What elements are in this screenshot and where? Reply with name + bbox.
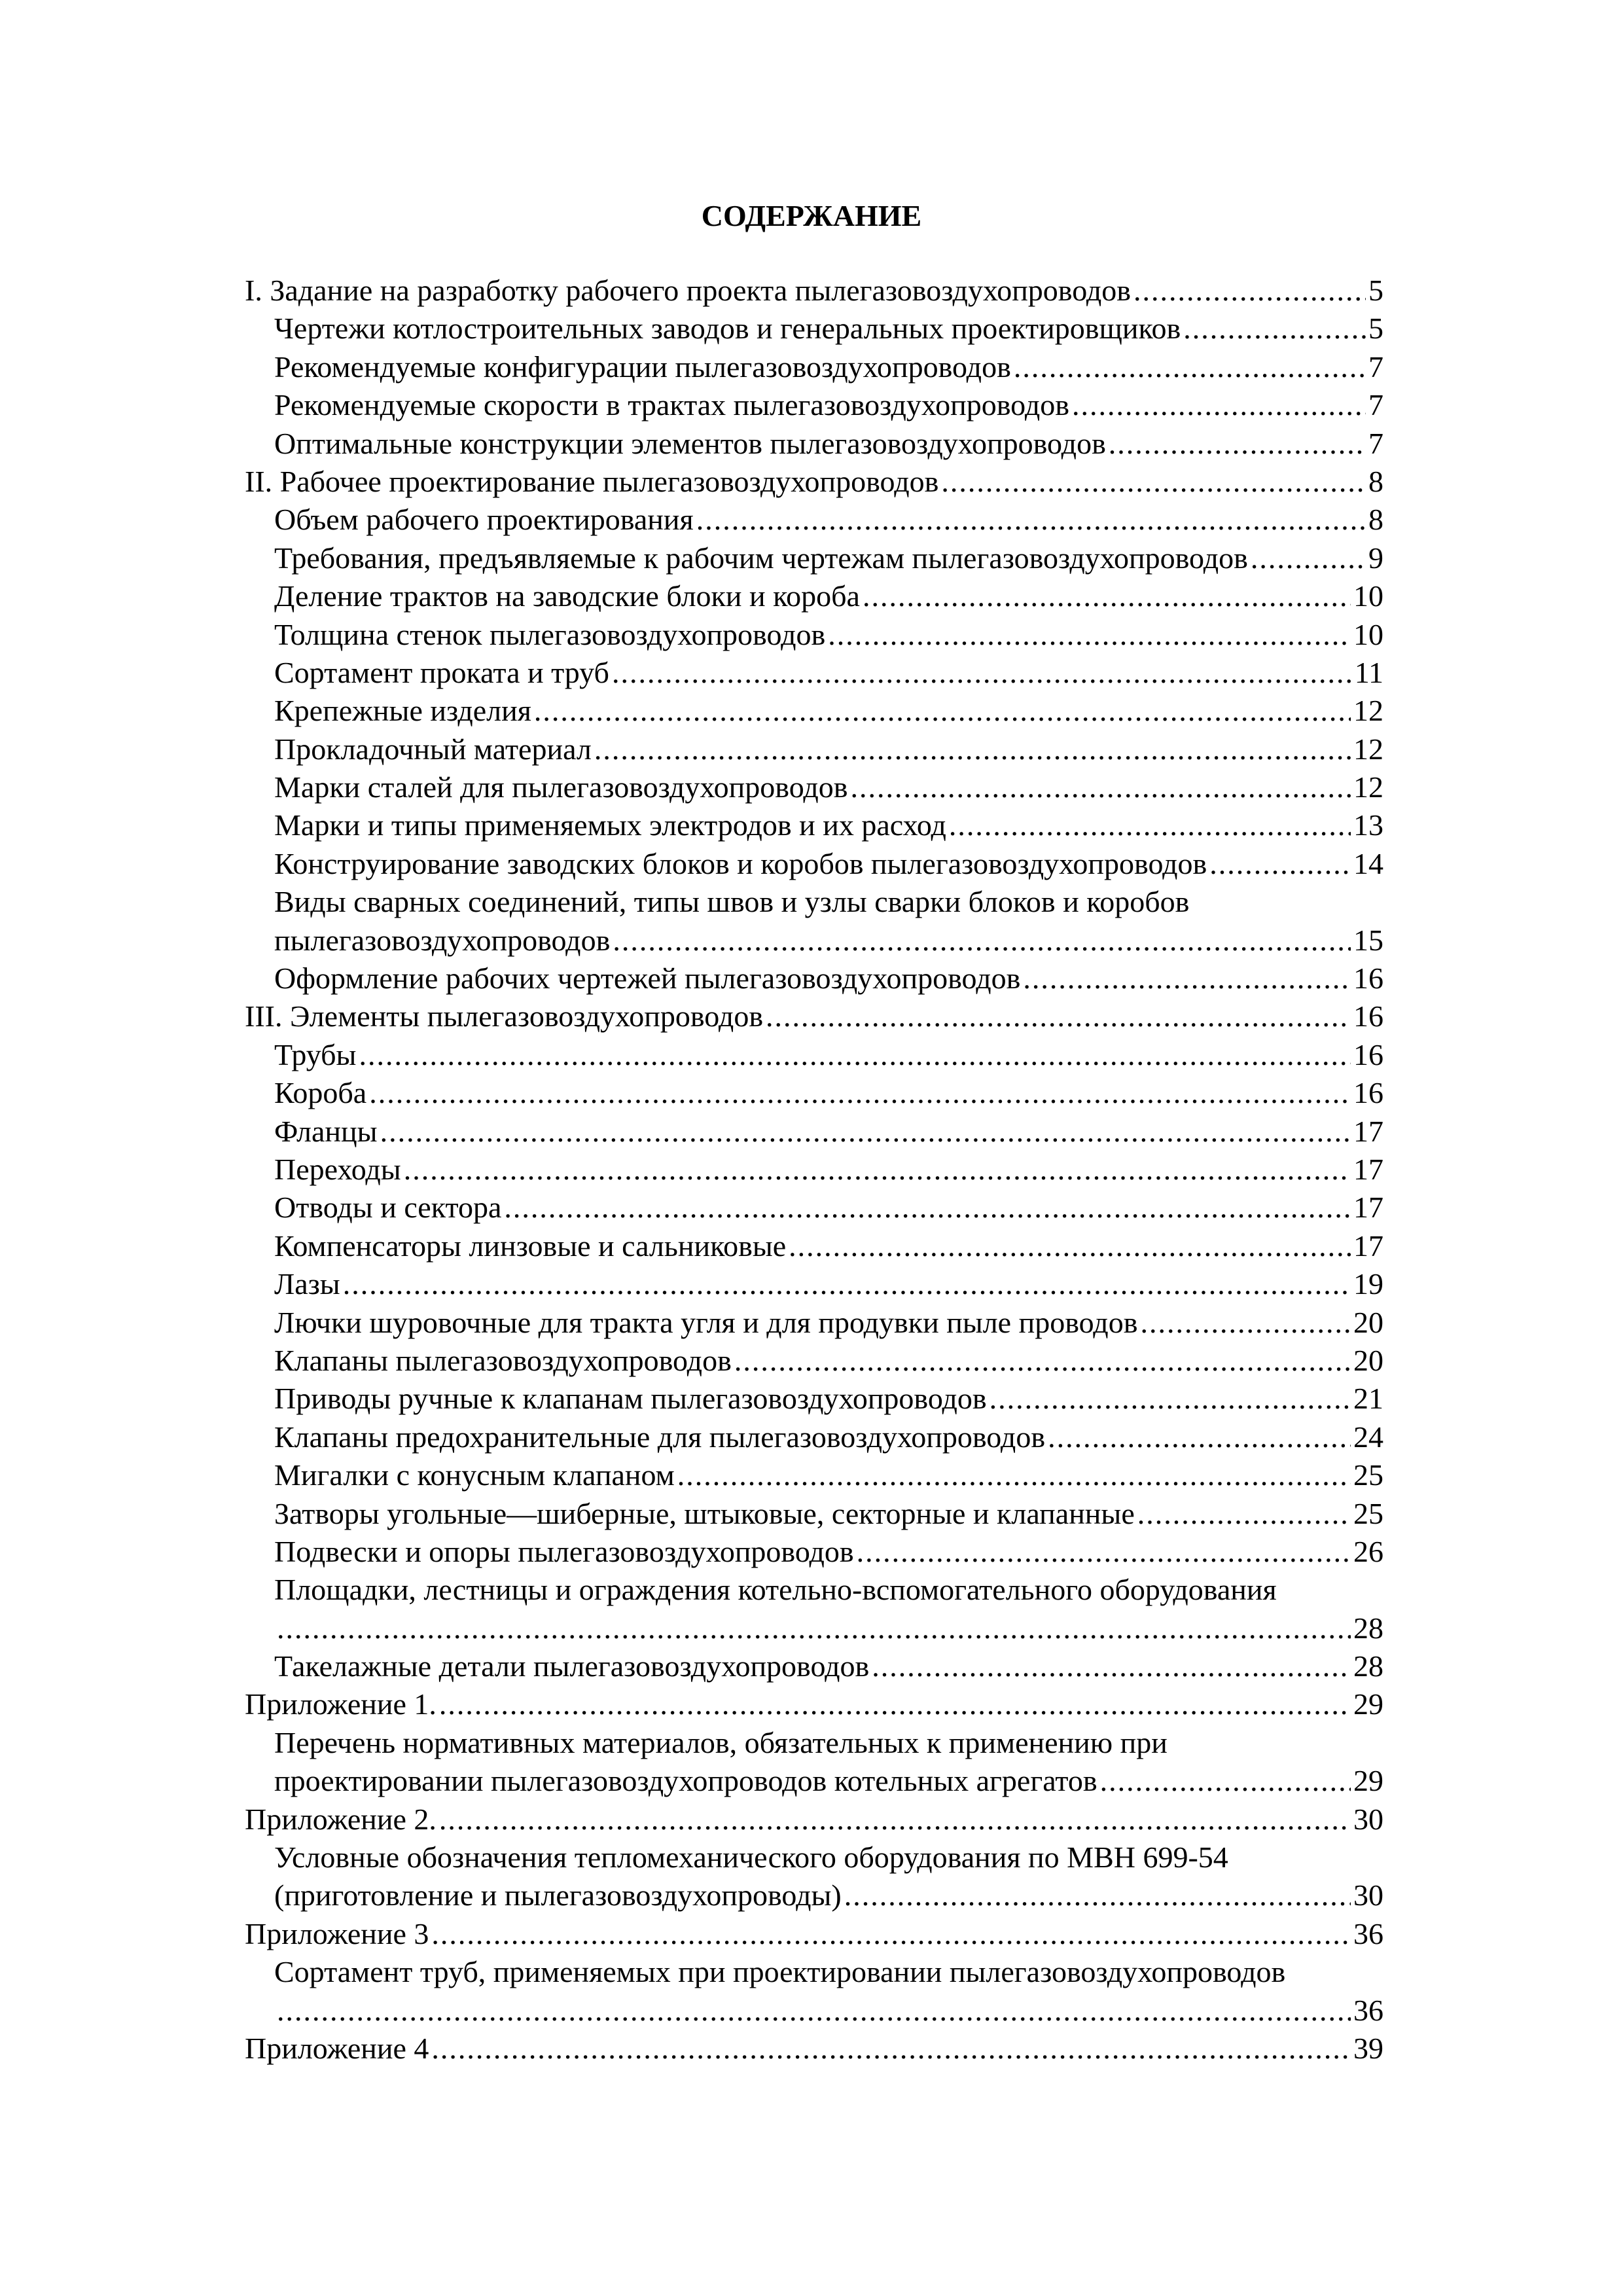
toc-entry bbox=[245, 1609, 1383, 1647]
toc-page-number: 7 bbox=[1368, 388, 1383, 422]
toc-page-number: 39 bbox=[1353, 2031, 1383, 2065]
toc-entry-title: Крепежные изделия bbox=[274, 694, 531, 728]
toc-entry bbox=[245, 1915, 1383, 1953]
toc-entry bbox=[245, 348, 1383, 386]
toc-entry bbox=[245, 1380, 1383, 1418]
toc-entry bbox=[245, 1801, 1383, 1839]
toc-entry-title: III. Элементы пылегазовоздухопроводов bbox=[245, 999, 764, 1033]
dot-leader bbox=[343, 1265, 1351, 1303]
toc-entry bbox=[245, 1265, 1383, 1303]
toc-entry-title: Требования, предъявляемые к рабочим чертежам пылегазовоздухопроводов bbox=[274, 541, 1248, 575]
toc-entry bbox=[245, 2030, 1383, 2068]
toc-entry-title: Марки и типы применяемых электродов и их расход bbox=[274, 808, 946, 842]
toc-entry-title: проектировании пылегазовоздухопроводов котельных агрегатов bbox=[274, 1764, 1097, 1798]
toc-page-number: 20 bbox=[1353, 1305, 1383, 1339]
dot-leader bbox=[844, 1876, 1351, 1914]
toc-entry bbox=[245, 1571, 1383, 1609]
toc-entry-title: Подвески и опоры пылегазовоздухопроводов bbox=[274, 1534, 854, 1568]
toc-page-number: 16 bbox=[1353, 999, 1383, 1033]
toc-entry-title: Такелажные детали пылегазовоздухопроводов bbox=[274, 1649, 870, 1683]
dot-leader bbox=[439, 1685, 1351, 1723]
dot-leader bbox=[857, 1533, 1351, 1571]
toc-entry-title: Лазы bbox=[274, 1267, 340, 1301]
toc-entry bbox=[245, 1685, 1383, 1723]
toc-page-number: 19 bbox=[1353, 1267, 1383, 1301]
toc-page-number: 20 bbox=[1353, 1343, 1383, 1377]
toc-page-number: 12 bbox=[1353, 770, 1383, 804]
toc-entry-title: Перечень нормативных материалов, обязательных к применению при bbox=[274, 1725, 1168, 1759]
toc-entry-title: Марки сталей для пылегазовоздухопроводов bbox=[274, 770, 848, 804]
dot-leader bbox=[828, 616, 1351, 654]
toc-entry-title: I. Задание на разработку рабочего проекта пылегазовоздухопроводов bbox=[245, 274, 1132, 307]
toc-entry bbox=[245, 616, 1383, 654]
toc-page-number: 5 bbox=[1368, 312, 1383, 346]
toc-entry bbox=[245, 1724, 1383, 1762]
toc-page-number: 36 bbox=[1353, 1993, 1383, 2027]
dot-leader bbox=[1251, 539, 1366, 577]
toc-entry bbox=[245, 1342, 1383, 1380]
toc-entry-title: Рекомендуемые конфигурации пылегазовоздухопроводов bbox=[274, 350, 1011, 384]
dot-leader bbox=[369, 1074, 1351, 1112]
toc-entry-title: Объем рабочего проектирования bbox=[274, 503, 694, 537]
toc-entry bbox=[245, 272, 1383, 310]
toc-entry bbox=[245, 310, 1383, 348]
toc-entry bbox=[245, 425, 1383, 463]
toc-entry bbox=[245, 539, 1383, 577]
toc-page-number: 16 bbox=[1353, 1037, 1383, 1071]
toc-page-number: 7 bbox=[1368, 426, 1383, 460]
dot-leader bbox=[766, 997, 1351, 1035]
toc-entry bbox=[245, 1227, 1383, 1265]
toc-entry-title: Приложение 1. bbox=[245, 1687, 437, 1721]
toc-entry bbox=[245, 730, 1383, 768]
table-of-contents bbox=[245, 272, 1383, 2068]
toc-entry-title: Приложение 2. bbox=[245, 1802, 437, 1836]
toc-entry bbox=[245, 1647, 1383, 1685]
toc-page-number: 12 bbox=[1353, 694, 1383, 728]
toc-page-number: 21 bbox=[1353, 1382, 1383, 1416]
toc-page-number: 29 bbox=[1353, 1764, 1383, 1798]
dot-leader bbox=[439, 1801, 1351, 1839]
toc-entry-title: Лючки шуровочные для тракта угля и для продувки пыле проводов bbox=[274, 1305, 1138, 1339]
dot-leader bbox=[1140, 1304, 1351, 1342]
toc-entry bbox=[245, 1418, 1383, 1456]
toc-entry bbox=[245, 1992, 1383, 2030]
toc-entry bbox=[245, 463, 1383, 501]
toc-entry bbox=[245, 1074, 1383, 1112]
toc-page-number: 7 bbox=[1368, 350, 1383, 384]
toc-entry-title: Чертежи котлостроительных заводов и генеральных проектировщиков bbox=[274, 312, 1181, 346]
dot-leader bbox=[380, 1113, 1351, 1151]
toc-entry bbox=[245, 1113, 1383, 1151]
toc-page-number: 9 bbox=[1368, 541, 1383, 575]
toc-entry bbox=[245, 997, 1383, 1035]
toc-entry bbox=[245, 1762, 1383, 1800]
dot-leader bbox=[612, 654, 1352, 692]
dot-leader bbox=[1014, 348, 1366, 386]
toc-page-number: 16 bbox=[1353, 961, 1383, 996]
toc-page-number: 15 bbox=[1353, 923, 1383, 957]
toc-page-number: 29 bbox=[1353, 1687, 1383, 1721]
toc-entry-title: Толщина стенок пылегазовоздухопроводов bbox=[274, 617, 826, 651]
toc-entry-title: Оформление рабочих чертежей пылегазовоздухопроводов bbox=[274, 961, 1021, 996]
toc-page-number: 11 bbox=[1354, 655, 1383, 689]
dot-leader bbox=[277, 1992, 1351, 2030]
toc-entry bbox=[245, 1036, 1383, 1074]
toc-page-number: 28 bbox=[1353, 1649, 1383, 1683]
page-title: СОДЕРЖАНИЕ bbox=[701, 199, 922, 232]
toc-entry bbox=[245, 1456, 1383, 1494]
toc-entry bbox=[245, 1839, 1383, 1876]
toc-entry-title: Приводы ручные к клапанам пылегазовоздухопроводов bbox=[274, 1382, 987, 1416]
toc-entry-title: Рекомендуемые скорости в трактах пылегазовоздухопроводов bbox=[274, 388, 1069, 422]
toc-page-number: 36 bbox=[1353, 1916, 1383, 1950]
dot-leader bbox=[1072, 386, 1366, 424]
toc-entry-title: Прокладочный материал bbox=[274, 732, 592, 766]
toc-entry bbox=[245, 845, 1383, 883]
toc-entry-title: Клапаны предохранительные для пылегазовоздухопроводов bbox=[274, 1420, 1046, 1454]
toc-entry-title: Переходы bbox=[274, 1152, 401, 1186]
dot-leader bbox=[1209, 845, 1351, 883]
toc-entry-title: Мигалки с конусным клапаном bbox=[274, 1458, 675, 1492]
toc-entry bbox=[245, 501, 1383, 539]
toc-entry bbox=[245, 1953, 1383, 1991]
dot-leader bbox=[696, 501, 1366, 539]
toc-entry-title: (приготовление и пылегазовоздухопроводы) bbox=[274, 1878, 842, 1912]
toc-entry-title: Конструирование заводских блоков и коробов пылегазовоздухопроводов bbox=[274, 846, 1207, 880]
dot-leader bbox=[404, 1151, 1351, 1189]
toc-entry-title: Приложение 4 bbox=[245, 2031, 429, 2065]
toc-entry-title: Сортамент проката и труб bbox=[274, 655, 609, 689]
toc-page-number: 8 bbox=[1368, 464, 1383, 498]
dot-leader bbox=[1023, 960, 1351, 997]
dot-leader bbox=[1100, 1762, 1351, 1800]
toc-page-number: 30 bbox=[1353, 1878, 1383, 1912]
dot-leader bbox=[504, 1189, 1351, 1227]
toc-entry bbox=[245, 1189, 1383, 1227]
toc-entry-title: Клапаны пылегазовоздухопроводов bbox=[274, 1343, 732, 1377]
toc-page-number: 8 bbox=[1368, 503, 1383, 537]
toc-entry-title: Приложение 3 bbox=[245, 1916, 429, 1950]
toc-entry-title: Затворы угольные—шиберные, штыковые, секторные и клапанные bbox=[274, 1496, 1135, 1530]
toc-entry bbox=[245, 768, 1383, 806]
dot-leader bbox=[941, 463, 1366, 501]
toc-page-number: 25 bbox=[1353, 1458, 1383, 1492]
dot-leader bbox=[431, 1915, 1351, 1953]
toc-page-number: 16 bbox=[1353, 1076, 1383, 1110]
dot-leader bbox=[431, 2030, 1351, 2068]
dot-leader bbox=[1133, 272, 1366, 310]
dot-leader bbox=[1183, 310, 1366, 348]
toc-entry-title: II. Рабочее проектирование пылегазовоздухопроводов bbox=[245, 464, 939, 498]
toc-page-number: 28 bbox=[1353, 1611, 1383, 1645]
dot-leader bbox=[734, 1342, 1351, 1380]
toc-page-number: 14 bbox=[1353, 846, 1383, 880]
toc-page-number: 25 bbox=[1353, 1496, 1383, 1530]
toc-entry-title: Условные обозначения тепломеханического оборудования по МВН 699-54 bbox=[274, 1840, 1228, 1874]
toc-page-number: 17 bbox=[1353, 1152, 1383, 1186]
toc-page-number: 13 bbox=[1353, 808, 1383, 842]
toc-page-number: 12 bbox=[1353, 732, 1383, 766]
toc-entry bbox=[245, 577, 1383, 615]
toc-entry bbox=[245, 883, 1383, 921]
dot-leader bbox=[863, 577, 1351, 615]
dot-leader bbox=[359, 1036, 1351, 1074]
dot-leader bbox=[534, 692, 1351, 730]
toc-page-number: 26 bbox=[1353, 1534, 1383, 1568]
dot-leader bbox=[949, 806, 1351, 844]
toc-entry bbox=[245, 806, 1383, 844]
dot-leader bbox=[990, 1380, 1351, 1418]
toc-entry-title: Оптимальные конструкции элементов пылегазовоздухопроводов bbox=[274, 426, 1106, 460]
toc-entry bbox=[245, 1304, 1383, 1342]
toc-entry-title: Трубы bbox=[274, 1037, 357, 1071]
toc-page-number: 17 bbox=[1353, 1229, 1383, 1263]
toc-entry bbox=[245, 386, 1383, 424]
toc-entry bbox=[245, 1533, 1383, 1571]
dot-leader bbox=[789, 1227, 1351, 1265]
dot-leader bbox=[851, 768, 1351, 806]
toc-entry-title: Компенсаторы линзовые и сальниковые bbox=[274, 1229, 787, 1263]
toc-entry bbox=[245, 1876, 1383, 1914]
toc-entry-title: Отводы и сектора bbox=[274, 1191, 502, 1225]
toc-page-number: 10 bbox=[1353, 617, 1383, 651]
toc-page-number: 17 bbox=[1353, 1191, 1383, 1225]
toc-entry-title: Сортамент труб, применяемых при проектировании пылегазовоздухопроводов bbox=[274, 1955, 1286, 1989]
toc-entry-title: Деление трактов на заводские блоки и короба bbox=[274, 579, 860, 613]
toc-entry-title: Площадки, лестницы и ограждения котельно-вспомогательного оборудования bbox=[274, 1573, 1277, 1607]
toc-entry bbox=[245, 1151, 1383, 1189]
dot-leader bbox=[277, 1609, 1351, 1647]
toc-entry bbox=[245, 654, 1383, 692]
toc-entry bbox=[245, 960, 1383, 997]
toc-page-number: 30 bbox=[1353, 1802, 1383, 1836]
dot-leader bbox=[1137, 1495, 1351, 1533]
toc-page-number: 10 bbox=[1353, 579, 1383, 613]
toc-entry-title: Виды сварных соединений, типы швов и узлы сварки блоков и коробов bbox=[274, 885, 1190, 919]
toc-entry bbox=[245, 922, 1383, 960]
toc-page-number: 5 bbox=[1368, 274, 1383, 307]
dot-leader bbox=[1048, 1418, 1351, 1456]
dot-leader bbox=[872, 1647, 1351, 1685]
toc-entry-title: Фланцы bbox=[274, 1114, 378, 1148]
toc-entry-title: пылегазовоздухопроводов bbox=[274, 923, 611, 957]
dot-leader bbox=[613, 922, 1351, 960]
dot-leader bbox=[594, 730, 1351, 768]
dot-leader bbox=[1109, 425, 1366, 463]
toc-page-number: 24 bbox=[1353, 1420, 1383, 1454]
toc-entry bbox=[245, 692, 1383, 730]
toc-entry-title: Короба bbox=[274, 1076, 367, 1110]
dot-leader bbox=[677, 1456, 1351, 1494]
toc-page-number: 17 bbox=[1353, 1114, 1383, 1148]
toc-entry bbox=[245, 1495, 1383, 1533]
